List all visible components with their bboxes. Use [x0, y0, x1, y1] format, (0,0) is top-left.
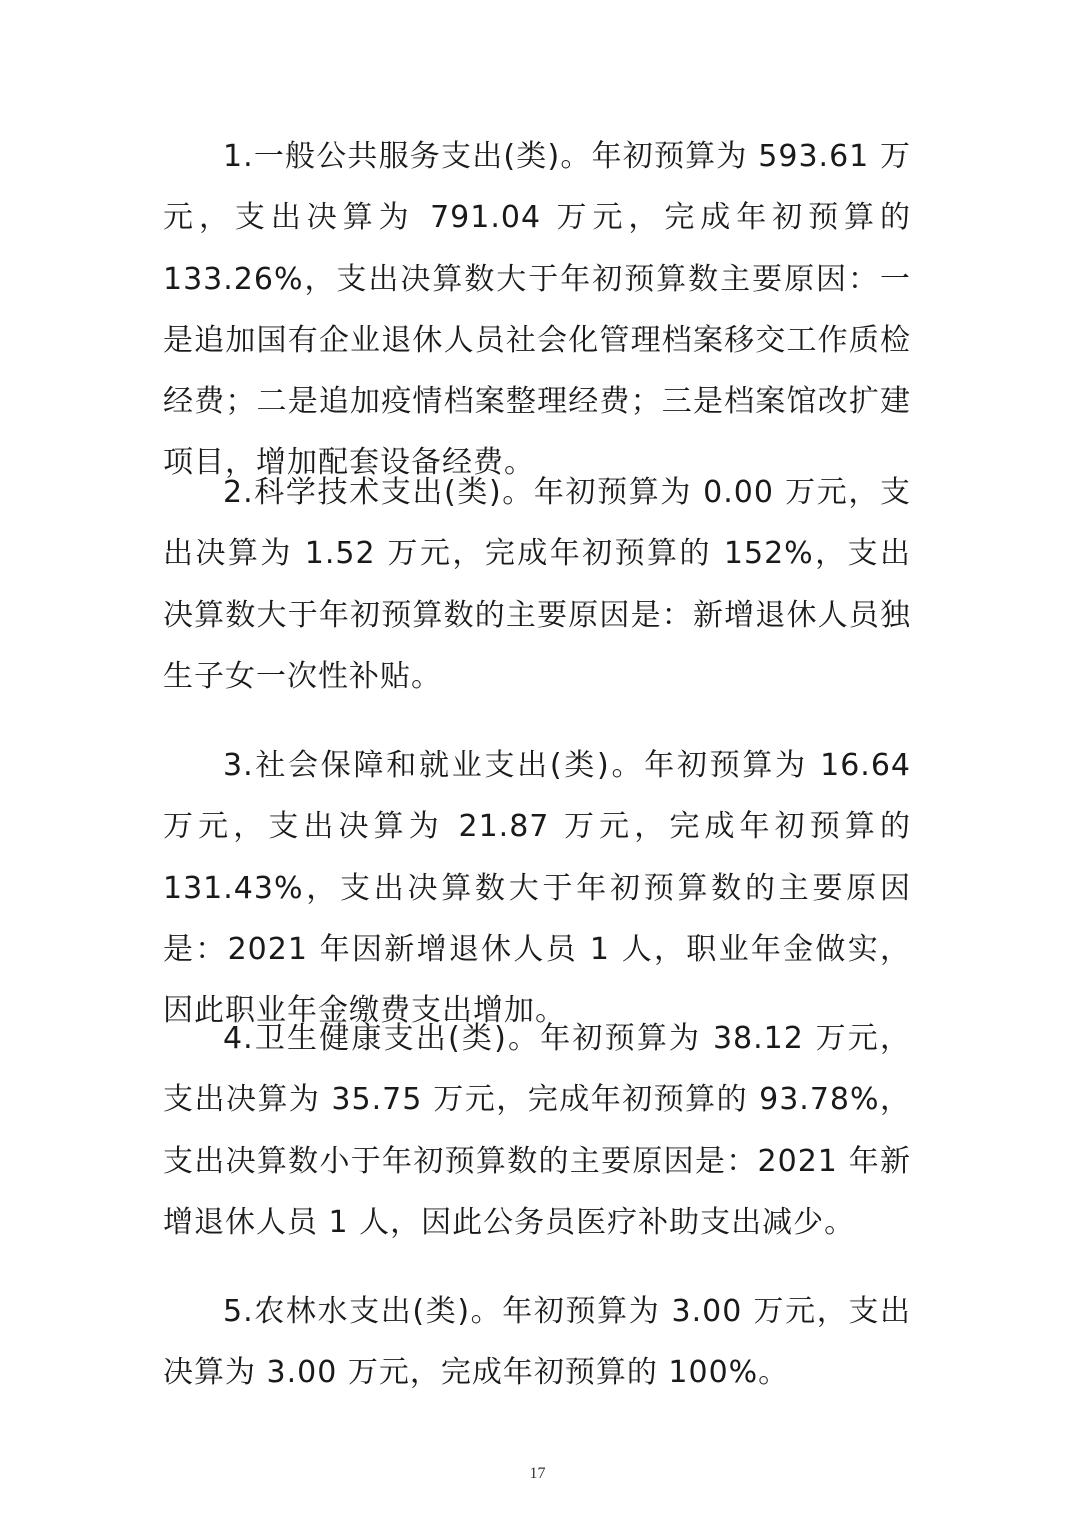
page-number: 17 — [529, 1465, 546, 1482]
paragraph-general-public-services: 1.一般公共服务支出(类)。年初预算为 593.61 万元，支出决算为 791.04 万元，完成年初预算的 133.26%，支出决算数大于年初预算数主要原因：一是追加国有企业退休人员社会化管理档案移交工作质检经费；二是追加疫情档案整理经费；三是档案馆改扩建项目，增加配套设备经费。 — [163, 139, 911, 481]
paragraph-social-security-employment: 3.社会保障和就业支出(类)。年初预算为 16.64 万元，支出决算为 21.87 万元，完成年初预算的 131.43%，支出决算数大于年初预算数的主要原因是：2021 年因新增退休人员 1 人，职业年金做实，因此职业年金缴费支出增加。 — [163, 748, 911, 1029]
paragraph-agriculture-forestry-water: 5.农林水支出(类)。年初预算为 3.00 万元，支出决算为 3.00 万元，完成年初预算的 100%。 — [163, 1294, 911, 1391]
paragraph-science-technology: 2.科学技术支出(类)。年初预算为 0.00 万元，支出决算为 1.52 万元，完成年初预算的 152%，支出决算数大于年初预算数的主要原因是：新增退休人员独生子女一次性补贴。 — [163, 475, 911, 694]
paragraph-health: 4.卫生健康支出(类)。年初预算为 38.12 万元，支出决算为 35.75 万元，完成年初预算的 93.78%，支出决算数小于年初预算数的主要原因是：2021 年新增退休人员 1 人，因此公务员医疗补助支出减少。 — [163, 1021, 911, 1240]
